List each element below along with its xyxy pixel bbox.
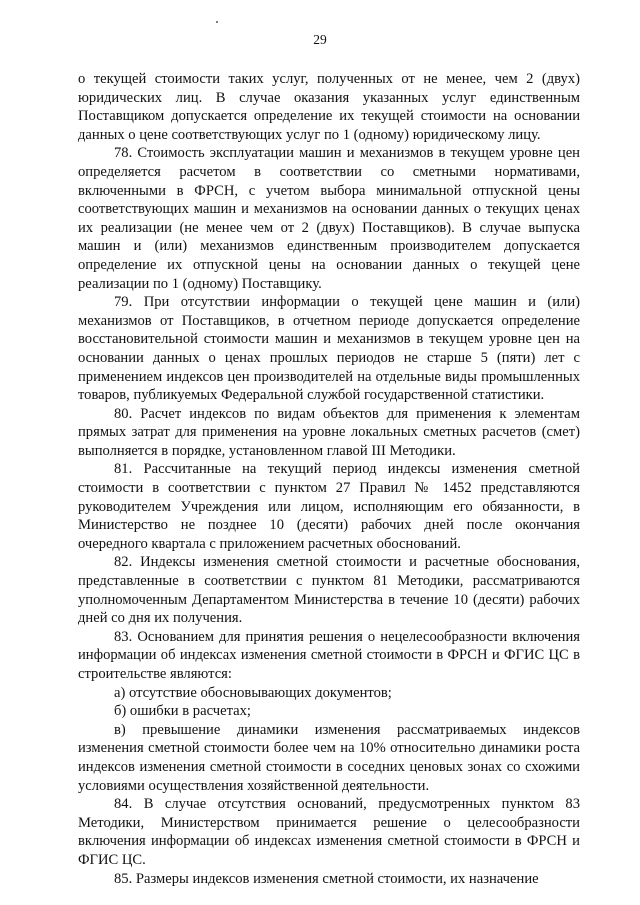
paragraph-82: 82. Индексы изменения сметной стоимости и расчетные обоснования, представленные в соответствии с пунктом 81 Методики, рассматриваются уполномоченным Департаментом Министерства в течение 10 (десяти) рабочих дней со дня их получения. xyxy=(78,554,580,627)
page-number: 29 xyxy=(313,32,327,47)
list-item-b: б) ошибки в расчетах; xyxy=(114,703,251,720)
scan-speck xyxy=(216,21,218,23)
paragraph-83: 83. Основанием для принятия решения о нецелесообразности включения информации об индексах изменения сметной стоимости в ФРСН и ФГИС ЦС в строительстве являются: xyxy=(78,628,580,682)
paragraph-78: 78. Стоимость эксплуатации машин и механизмов в текущем уровне цен определяется расчетом в соответствии со сметными нормативами, включенными в ФРСН, с учетом выбора минимальной отпускной цены соответствующих машин и механизмов на основании данных о текущих ценах их реализации (не менее чем от 2 (двух) Поставщиков). В случае выпуска машин и (или) механизмов единственным производителем допускается определение их отпускной цены на основании данных о текущей цене реализации по 1 (одному) Поставщику. xyxy=(78,145,580,292)
paragraph-85: 85. Размеры индексов изменения сметной стоимости, их назначение xyxy=(114,870,539,887)
paragraph-79: 79. При отсутствии информации о текущей цене машин и (или) механизмов от Поставщиков, в отчетном периоде допускается определение восстановительной стоимости машин и механизмов в текущем уровне цен на основании данных о ценах прошлых периодов не старше 5 (пяти) лет с применением индексов цен производителей на отдельные виды промышленных товаров, публикуемых Федеральной службой государственной статистики. xyxy=(78,294,580,404)
document-body xyxy=(78,70,580,888)
list-item-a: а) отсутствие обосновывающих документов; xyxy=(114,684,392,701)
paragraph-81: 81. Рассчитанные на текущий период индексы изменения сметной стоимости в соответствии с пунктом 27 Правил № 1452 представляются руководителем Учреждения или лицом, исполняющим его обязанности, в Министерство не позднее 10 (десяти) рабочих дней после окончания очередного квартала с приложением расчетных обоснований. xyxy=(78,461,580,552)
paragraph-80: 80. Расчет индексов по видам объектов для применения к элементам прямых затрат для применения на уровне локальных сметных расчетов (смет) выполняется в порядке, установленном главой III Методики. xyxy=(78,405,580,459)
paragraph-84: 84. В случае отсутствия оснований, предусмотренных пунктом 83 Методики, Министерством принимается решение о целесообразности включения информации об индексах изменения сметной стоимости в ФРСН и ФГИС ЦС. xyxy=(78,796,580,868)
paragraph-continuation: о текущей стоимости таких услуг, полученных от не менее, чем 2 (двух) юридических лиц. В случае оказания указанных услуг единственным Поставщиком допускается определение их текущей стоимости на основании данных о цене соответствующих услуг по 1 (одному) юридическому лицу. xyxy=(78,71,580,143)
list-item-c: в) превышение динамики изменения рассматриваемых индексов изменения сметной стоимости более чем на 10% относительно динамики роста индексов изменения сметной стоимости в соседних ценовых зонах со схожими условиями осуществления хозяйственной деятельности. xyxy=(78,721,580,794)
